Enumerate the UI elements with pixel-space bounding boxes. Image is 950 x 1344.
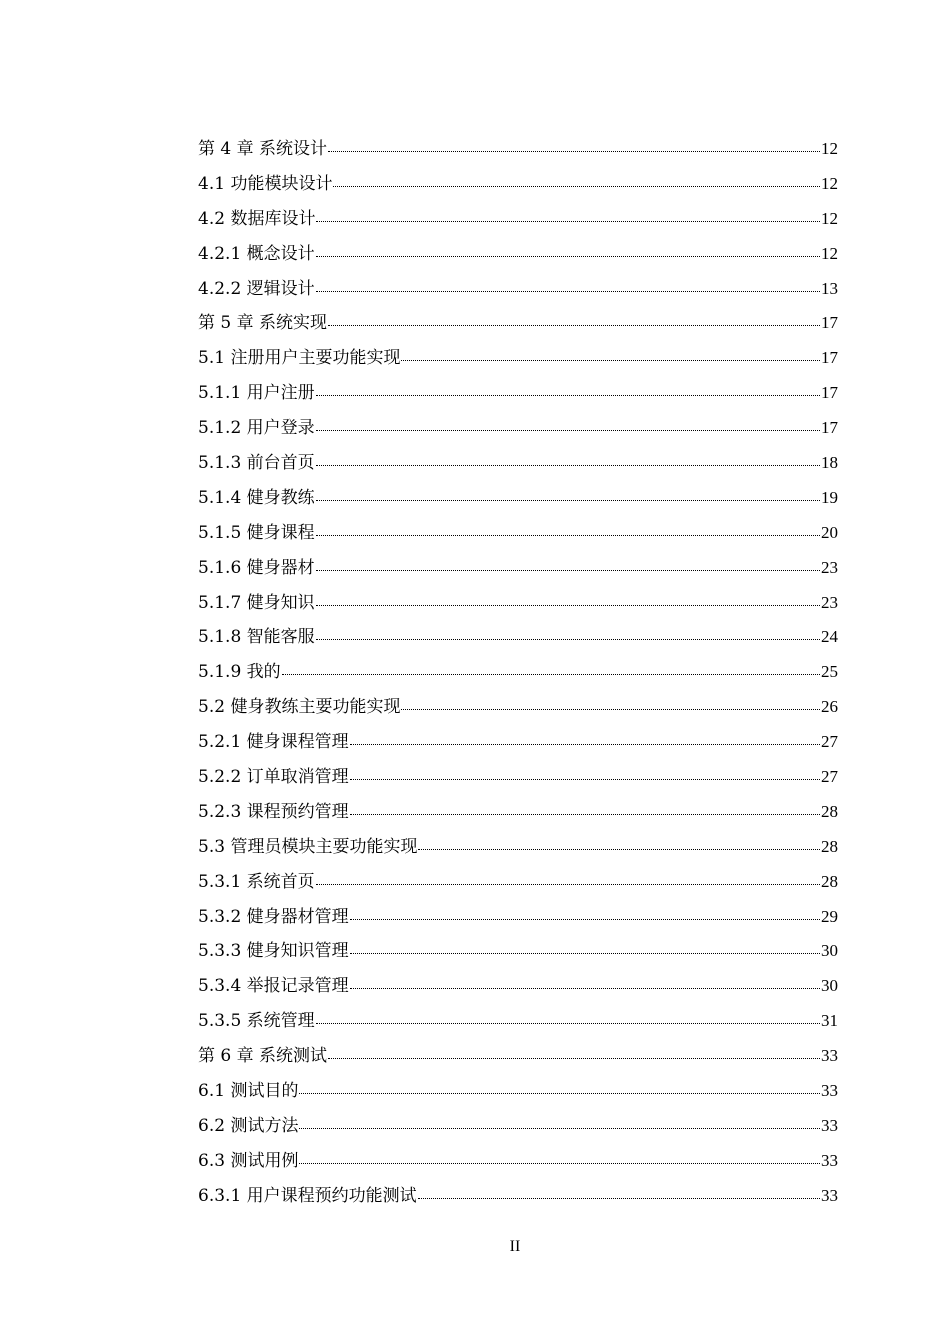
toc-entry-page: 33 — [821, 1150, 838, 1170]
toc-entry[interactable] — [198, 167, 838, 202]
toc-entry[interactable] — [198, 1144, 838, 1179]
toc-dot-leader — [328, 150, 820, 152]
toc-entry-page: 17 — [821, 383, 838, 403]
toc-entry-page: 30 — [821, 941, 838, 961]
toc-entry-page: 33 — [821, 1046, 838, 1066]
toc-entry[interactable] — [198, 306, 838, 341]
toc-entry[interactable] — [198, 1109, 838, 1144]
toc-entry-page: 23 — [821, 592, 838, 612]
toc-dot-leader — [316, 255, 820, 257]
toc-entry-title: 5.1.1 用户注册 — [198, 383, 315, 404]
toc-dot-leader — [316, 883, 820, 885]
toc-dot-leader — [316, 220, 820, 222]
toc-entry-page: 23 — [821, 557, 838, 577]
toc-dot-leader — [350, 987, 820, 989]
toc-entry-title: 5.3 管理员模块主要功能实现 — [198, 836, 418, 857]
toc-entry[interactable] — [198, 830, 838, 865]
toc-entry[interactable] — [198, 760, 838, 795]
toc-dot-leader — [316, 394, 820, 396]
toc-entry-title: 5.1.2 用户登录 — [198, 418, 315, 439]
toc-entry[interactable] — [198, 1039, 838, 1074]
toc-dot-leader — [316, 290, 820, 292]
toc-entry[interactable] — [198, 690, 838, 725]
toc-entry-title: 4.2.2 逻辑设计 — [198, 278, 315, 299]
toc-entry-page: 29 — [821, 906, 838, 926]
toc-entry-page: 27 — [821, 732, 838, 752]
toc-dot-leader — [299, 1092, 820, 1094]
toc-entry-page: 17 — [821, 313, 838, 333]
toc-entry-title: 6.3.1 用户课程预约功能测试 — [198, 1185, 417, 1206]
toc-entry-title: 5.1.3 前台首页 — [198, 453, 315, 474]
toc-dot-leader — [316, 534, 820, 536]
toc-entry-page: 24 — [821, 627, 838, 647]
toc-entry-title: 第 4 章 系统设计 — [198, 139, 328, 159]
toc-entry-page: 33 — [821, 1081, 838, 1101]
toc-dot-leader — [418, 1197, 820, 1199]
toc-entry-page: 17 — [821, 348, 838, 368]
toc-entry[interactable] — [198, 237, 838, 272]
toc-dot-leader — [350, 813, 820, 815]
toc-entry-title: 5.1.4 健身教练 — [198, 487, 315, 508]
page-number: II — [509, 1238, 521, 1255]
toc-entry[interactable] — [198, 202, 838, 237]
toc-dot-leader — [316, 1022, 820, 1024]
toc-entry-page: 28 — [821, 871, 838, 891]
toc-entry-page: 13 — [821, 278, 838, 298]
toc-entry[interactable] — [198, 934, 838, 969]
toc-entry[interactable] — [198, 376, 838, 411]
toc-dot-leader — [328, 324, 820, 326]
toc-entry[interactable] — [198, 1004, 838, 1039]
toc-entry[interactable] — [198, 620, 838, 655]
toc-entry-title: 5.1.9 我的 — [198, 662, 281, 683]
toc-dot-leader — [299, 1162, 820, 1164]
toc-entry-title: 5.3.4 举报记录管理 — [198, 976, 349, 997]
toc-entry[interactable] — [198, 865, 838, 900]
toc-entry-title: 5.3.3 健身知识管理 — [198, 941, 349, 962]
toc-entry-page: 28 — [821, 836, 838, 856]
toc-dot-leader — [401, 708, 820, 710]
toc-dot-leader — [316, 499, 820, 501]
toc-entry-title: 4.2.1 概念设计 — [198, 243, 315, 264]
toc-entry-title: 5.1.7 健身知识 — [198, 592, 315, 613]
toc-entry-title: 第 6 章 系统测试 — [198, 1046, 328, 1067]
toc-entry-title: 6.1 测试目的 — [198, 1081, 299, 1102]
toc-entry[interactable] — [198, 725, 838, 760]
toc-entry-title: 5.3.2 健身器材管理 — [198, 906, 349, 927]
toc-entry-page: 20 — [821, 522, 838, 542]
toc-entry-page: 27 — [821, 767, 838, 787]
toc-entry[interactable] — [198, 272, 838, 307]
toc-entry-title: 5.1.6 健身器材 — [198, 557, 315, 578]
toc-dot-leader — [350, 778, 820, 780]
toc-entry[interactable] — [198, 132, 838, 167]
toc-entry[interactable] — [198, 900, 838, 935]
toc-entry[interactable] — [198, 1074, 838, 1109]
toc-entry-page: 19 — [821, 487, 838, 507]
toc-entry-page: 33 — [821, 1185, 838, 1205]
toc-entry-title: 5.2.1 健身课程管理 — [198, 732, 349, 753]
toc-dot-leader — [350, 918, 820, 920]
toc-dot-leader — [350, 952, 820, 954]
toc-dot-leader — [418, 848, 820, 850]
toc-entry-page: 17 — [821, 418, 838, 438]
toc-entry-title: 4.1 功能模块设计 — [198, 173, 333, 194]
toc-entry-page: 12 — [821, 208, 838, 228]
toc-entry-title: 5.2.3 课程预约管理 — [198, 801, 349, 822]
table-of-contents — [198, 132, 838, 1214]
toc-entry-title: 4.2 数据库设计 — [198, 208, 316, 229]
toc-entry-title: 5.1 注册用户主要功能实现 — [198, 348, 401, 369]
toc-entry[interactable] — [198, 655, 838, 690]
toc-entry-title: 5.1.8 智能客服 — [198, 627, 315, 648]
toc-entry[interactable] — [198, 411, 838, 446]
toc-entry-page: 28 — [821, 801, 838, 821]
toc-entry[interactable] — [198, 795, 838, 830]
toc-entry-title: 5.3.5 系统管理 — [198, 1011, 315, 1032]
toc-entry[interactable] — [198, 969, 838, 1004]
toc-dot-leader — [333, 185, 820, 187]
toc-dot-leader — [328, 1057, 820, 1059]
toc-entry-page: 12 — [821, 139, 838, 158]
toc-entry[interactable] — [198, 551, 838, 586]
toc-entry-title: 5.2 健身教练主要功能实现 — [198, 697, 401, 718]
toc-dot-leader — [350, 743, 820, 745]
toc-entry-title: 5.2.2 订单取消管理 — [198, 767, 349, 788]
toc-entry[interactable] — [198, 341, 838, 376]
toc-entry-page: 18 — [821, 453, 838, 473]
toc-dot-leader — [316, 429, 820, 431]
toc-entry-title: 6.2 测试方法 — [198, 1115, 299, 1136]
toc-entry-title: 5.1.5 健身课程 — [198, 522, 315, 543]
toc-entry[interactable] — [198, 586, 838, 621]
toc-dot-leader — [282, 673, 820, 675]
toc-entry[interactable] — [198, 1179, 838, 1214]
toc-entry-page: 31 — [821, 1011, 838, 1031]
toc-entry[interactable] — [198, 516, 838, 551]
toc-entry[interactable] — [198, 446, 838, 481]
toc-dot-leader — [299, 1127, 820, 1129]
toc-dot-leader — [316, 604, 820, 606]
toc-entry-page: 30 — [821, 976, 838, 996]
toc-entry-page: 12 — [821, 243, 838, 263]
toc-dot-leader — [401, 359, 820, 361]
toc-entry-page: 33 — [821, 1115, 838, 1135]
toc-entry[interactable] — [198, 481, 838, 516]
toc-dot-leader — [316, 638, 820, 640]
toc-entry-title: 6.3 测试用例 — [198, 1150, 299, 1171]
toc-dot-leader — [316, 464, 820, 466]
toc-dot-leader — [316, 569, 820, 571]
toc-entry-page: 12 — [821, 173, 838, 193]
toc-entry-title: 5.3.1 系统首页 — [198, 871, 315, 892]
toc-entry-page: 26 — [821, 697, 838, 717]
toc-entry-page: 25 — [821, 662, 838, 682]
toc-entry-title: 第 5 章 系统实现 — [198, 313, 328, 334]
